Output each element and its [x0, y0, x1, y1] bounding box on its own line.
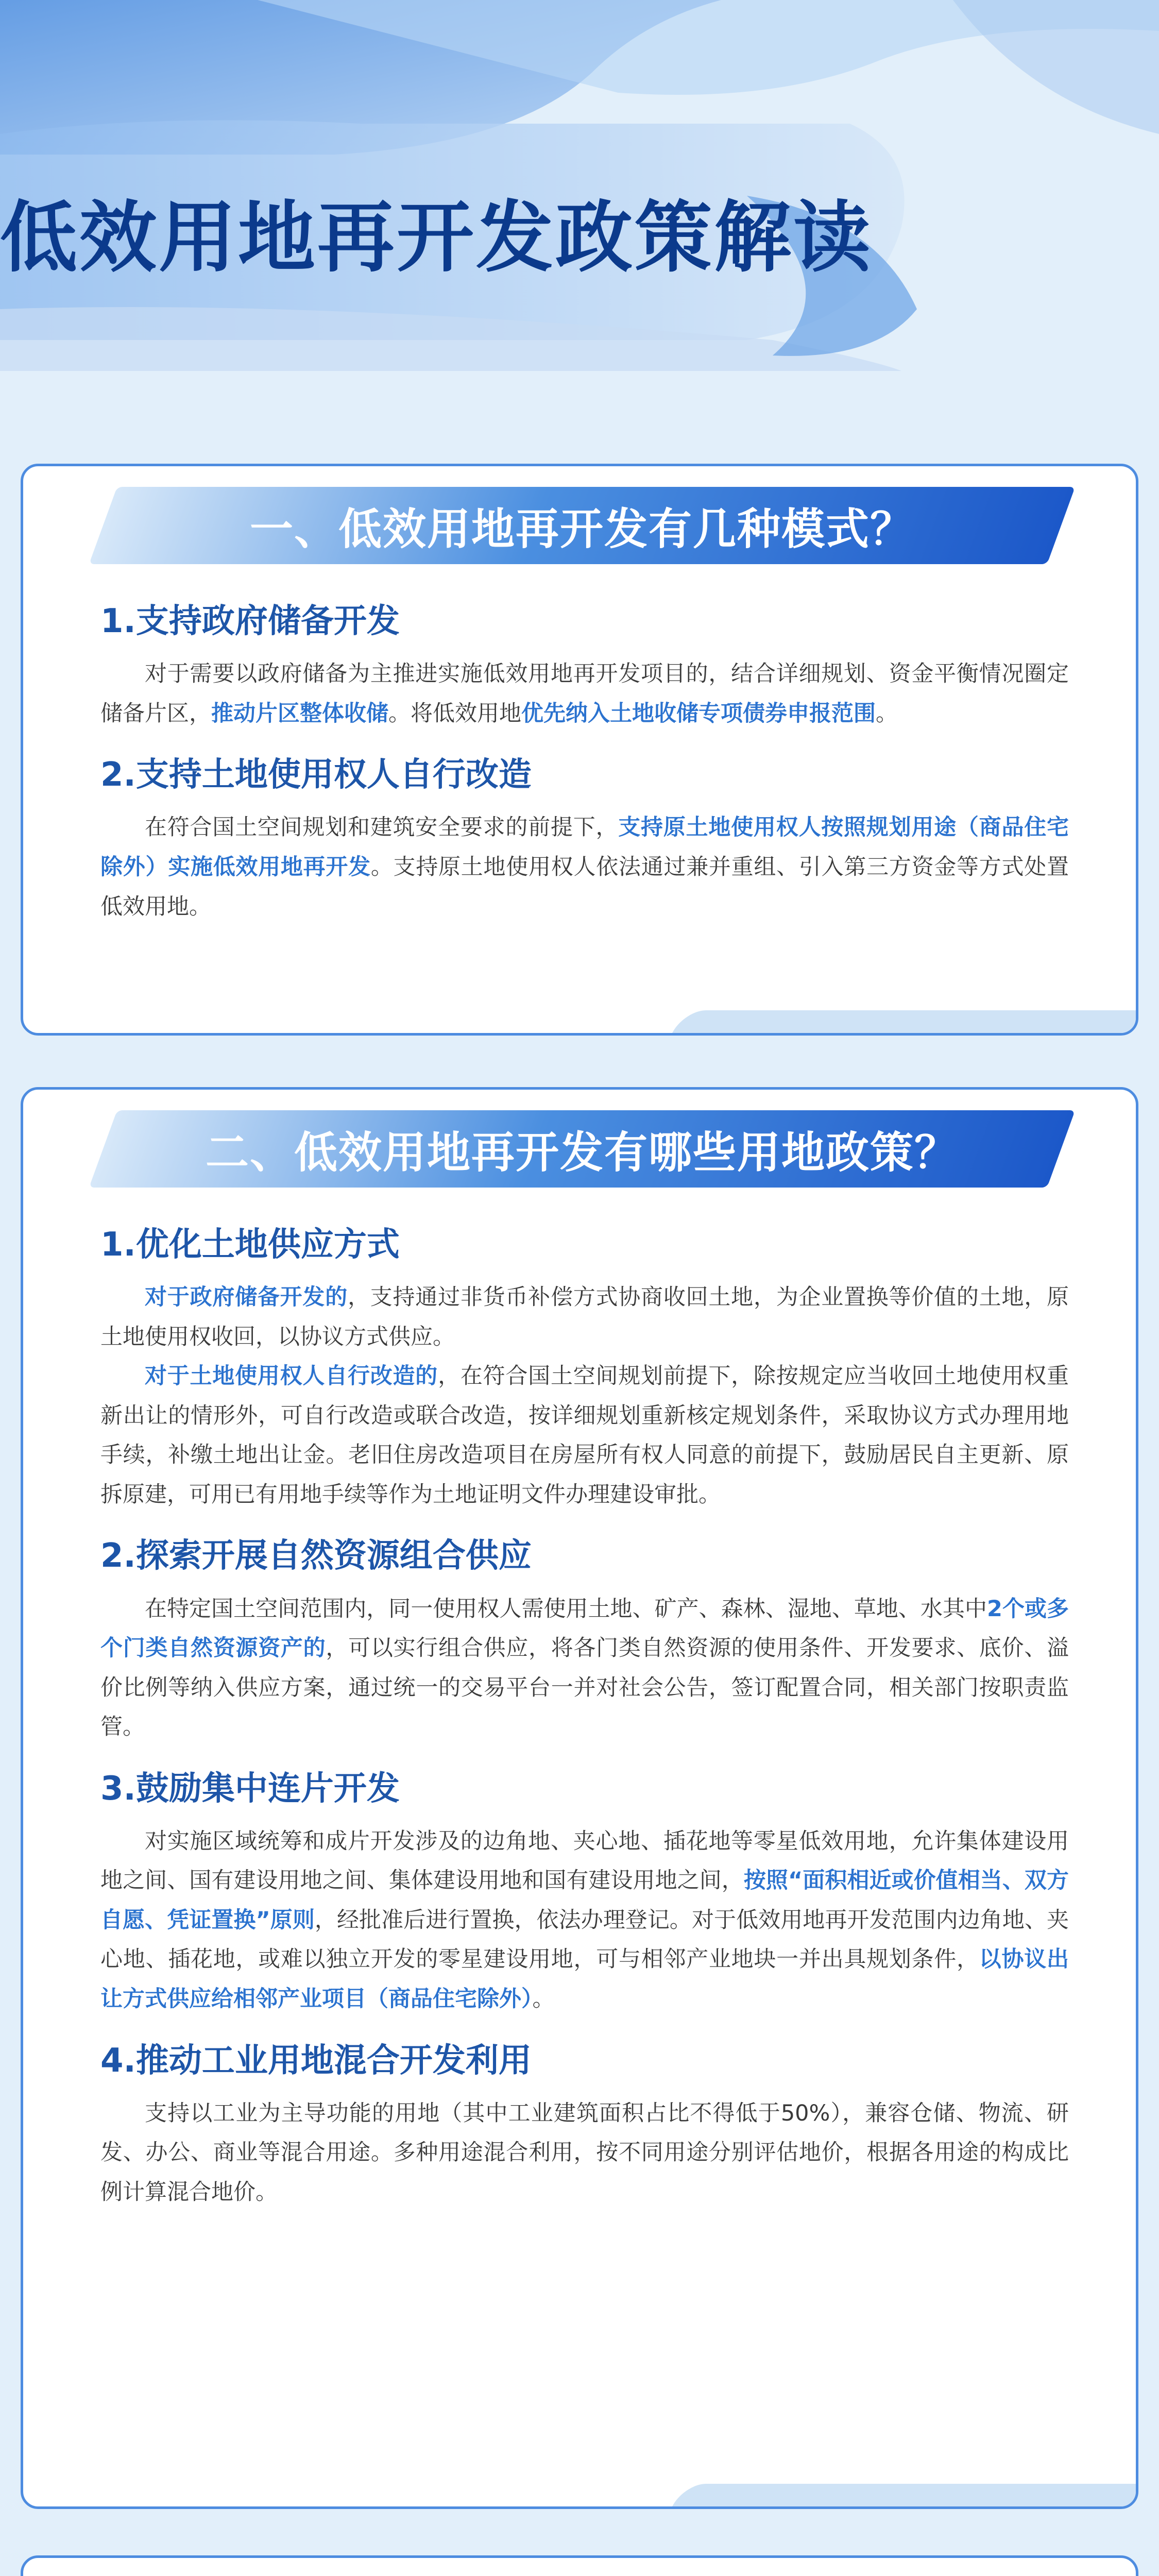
subsection-heading: 4.推动工业用地混合开发利用: [100, 2041, 532, 2080]
highlighted-text: 2个或多个门类自然资源资产的: [100, 1596, 1069, 1662]
highlighted-text: 支持原土地使用权人按照规划用途（商品住宅除外）实施低效用地再开发: [100, 815, 1069, 880]
body-text: 。支持原土地使用权人依法通过兼并重组、引入第三方资金等方式处置低效用地。: [100, 854, 1069, 920]
body-text: 。: [532, 1986, 555, 2012]
subsection-heading: 1.支持政府储备开发: [100, 602, 400, 640]
body-paragraph: [100, 654, 1069, 733]
card-corner-decoration: [672, 1010, 1138, 1033]
highlighted-text: 推动片区整体收储: [211, 700, 388, 726]
body-text: 对于需要以政府储备为主推进实施低效用地再开发项目的，结合详细规划、资金平衡情况圈定储备片区，: [100, 661, 1069, 726]
section-content: [100, 1203, 1069, 2212]
highlighted-text: 按照“面积相近或价值相当、双方自愿、凭证置换”原则: [100, 1868, 1069, 1933]
card-corner-decoration: [672, 2484, 1138, 2506]
body-paragraph: [100, 1589, 1069, 1747]
body-text: 支持以工业为主导功能的用地（其中工业建筑面积占比不得低于50%），兼容仓储、物流、研发、办公、商业等混合用途。多种用途混合利用，按不同用途分别评估地价，根据各用途的构成比例计算混合地价。: [100, 2100, 1069, 2205]
subsection-heading: 1.优化土地供应方式: [100, 1226, 400, 1264]
body-text: 。将低效用地: [388, 700, 521, 726]
subsection-heading: 2.探索开展自然资源组合供应: [100, 1537, 532, 1575]
body-paragraph: [100, 1822, 1069, 2019]
section-banner-title: 二、低效用地再开发有哪些用地政策？: [205, 1127, 959, 1178]
body-paragraph: [100, 1357, 1069, 1514]
section-banner: [103, 1110, 1061, 1188]
subsection-heading: 2.支持土地使用权人自行改造: [100, 756, 532, 794]
body-text: 在特定国土空间范围内，同一使用权人需使用土地、矿产、森林、湿地、草地、水其中: [145, 1596, 987, 1622]
subsection-heading: 3.鼓励集中连片开发: [100, 1769, 400, 1808]
page-title: 低效用地再开发政策解读: [0, 193, 873, 283]
body-text: 在符合国土空间规划和建筑安全要求的前提下，: [145, 815, 619, 841]
highlighted-text: 以协议出让方式供应给相邻产业项目（商品住宅除外）: [100, 1946, 1069, 2012]
body-paragraph: [100, 1278, 1069, 1357]
highlighted-text: 优先纳入土地收储专项债券申报范围: [521, 700, 876, 726]
section-banner-title: 一、低效用地再开发有几种模式？: [249, 503, 914, 554]
section-card-stock-land: [21, 2555, 1138, 2576]
body-text: ，可以实行组合供应，将各门类自然资源的使用条件、开发要求、底价、溢价比例等纳入供应方案，通过统一的交易平台一并对社会公告，签订配置合同，相关部门按职责监管。: [100, 1635, 1069, 1740]
highlighted-text: 对于政府储备开发的: [145, 1284, 348, 1311]
section-card-modes: [21, 464, 1138, 1036]
section-banner: [103, 487, 1061, 564]
body-text: 对实施区域统筹和成片开发涉及的边角地、夹心地、插花地等零星低效用地，允许集体建设用地之间、国有建设用地之间、集体建设用地和国有建设用地之间，: [100, 1828, 1069, 1894]
body-paragraph: [100, 2094, 1069, 2212]
body-text: 。: [876, 700, 898, 726]
body-text: ，在符合国土空间规划前提下，除按规定应当收回土地使用权重新出让的情形外，可自行改造或联合改造，按详细规划重新核定规划条件，采取协议方式办理用地手续，补缴土地出让金。老旧住房改造项目在房屋所有权人同意的前提下，鼓励居民自主更新、原拆原建，可用已有用地手续等作为土地证明文件办理建设审批。: [100, 1363, 1069, 1507]
section-card-land-policies: [21, 1087, 1138, 2509]
hero-header: [0, 0, 1159, 422]
body-paragraph: [100, 808, 1069, 926]
highlighted-text: 对于土地使用权人自行改造的: [145, 1363, 438, 1389]
section-content: [100, 580, 1069, 926]
body-text: ，经批准后进行置换，依法办理登记。对于低效用地再开发范围内边角地、夹心地、插花地，或难以独立开发的零星建设用地，可与相邻产业地块一并出具规划条件，: [100, 1907, 1069, 1973]
body-text: ，支持通过非货币补偿方式协商收回土地，为企业置换等价值的土地，原土地使用权收回，以协议方式供应。: [100, 1284, 1069, 1350]
